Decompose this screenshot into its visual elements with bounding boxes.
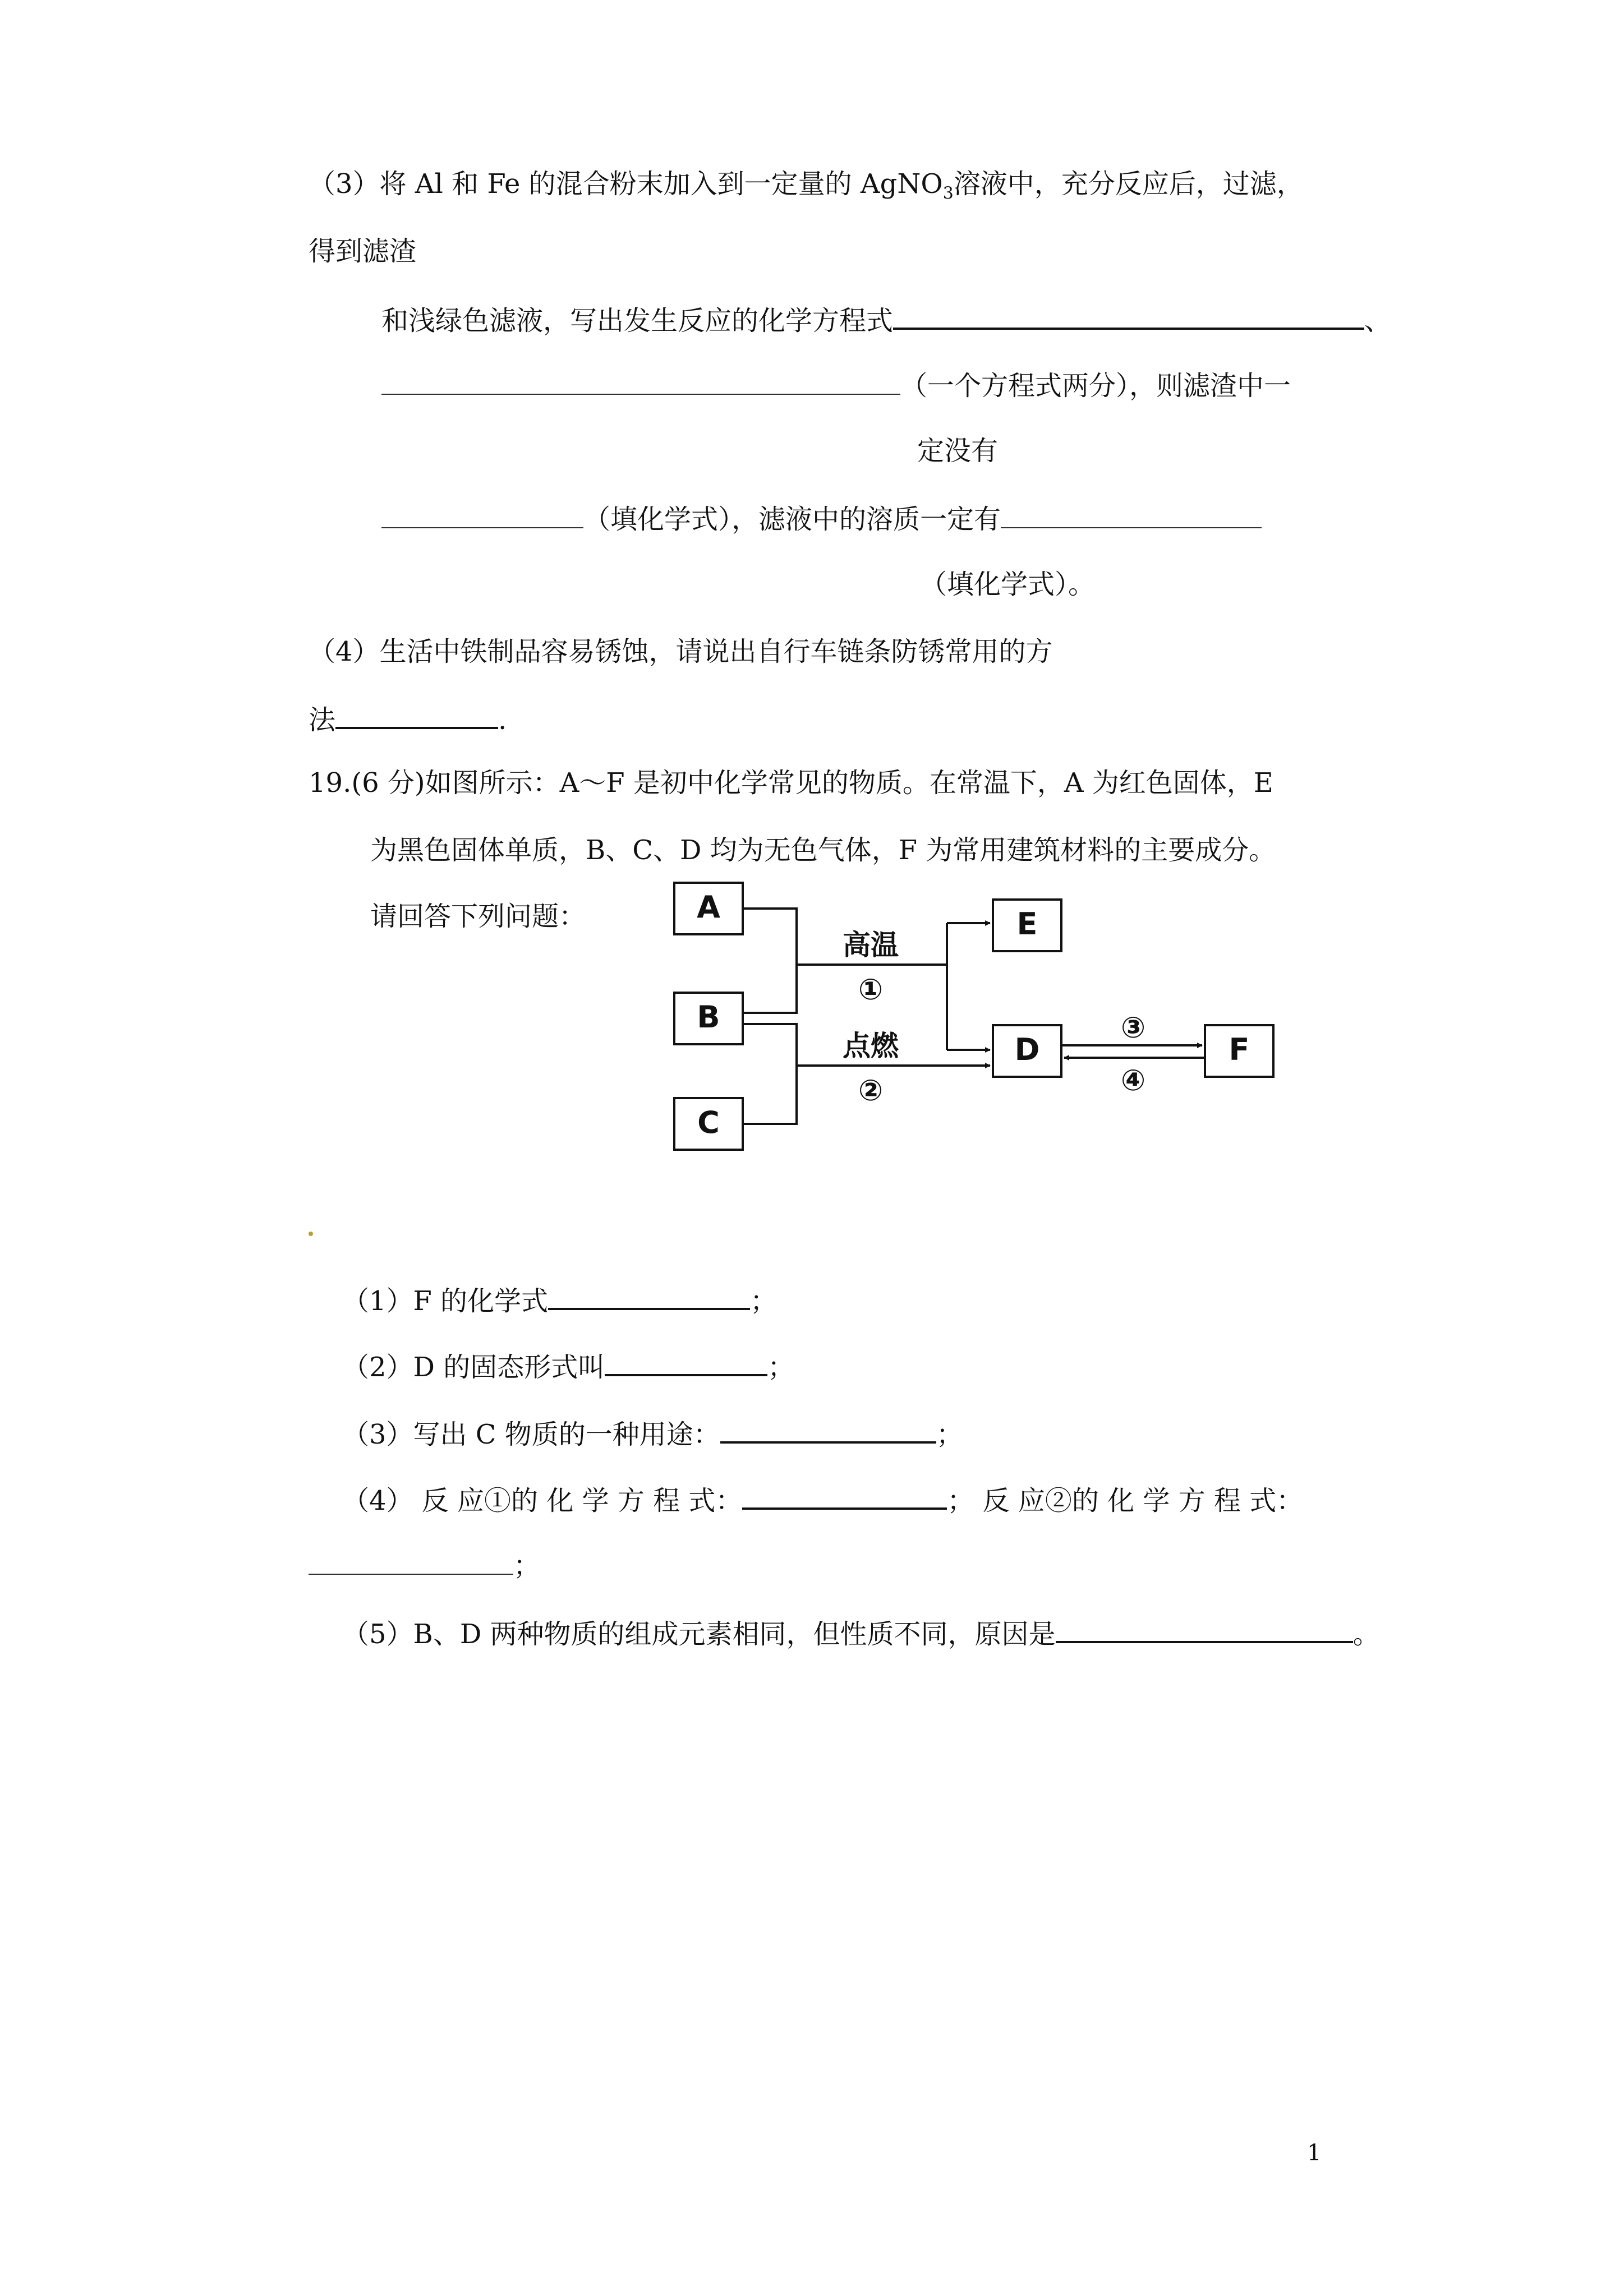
- q19-sub4-cont: ；: [309, 1548, 540, 1583]
- box-f-label: F: [1229, 1032, 1250, 1067]
- answer-blank-reason[interactable]: [1056, 1615, 1353, 1643]
- answer-blank-equation-1[interactable]: [893, 302, 1364, 330]
- q18-part3-line5: 定没有: [917, 435, 999, 467]
- q18-part3-line7: （填化学式）。: [920, 569, 1096, 600]
- answer-blank-equation-2[interactable]: [381, 368, 900, 395]
- answer-blank-solute[interactable]: [1001, 501, 1262, 528]
- answer-blank-reaction-1[interactable]: [742, 1482, 947, 1510]
- q18-part3-line1: （3）将 Al 和 Fe 的混合粉末加入到一定量的 AgNO$_3$溶液中，充分反应后，过滤，: [309, 168, 1304, 204]
- stray-dot: [309, 1232, 313, 1236]
- q19-sub1: （1）F 的化学式 ；: [342, 1282, 777, 1318]
- box-c-label: C: [697, 1105, 720, 1140]
- q18-part3-line4: （一个方程式两分），则滤渣中一: [381, 368, 1291, 403]
- q19-stem-line2: 为黑色固体单质，B、C、D 均为无色气体，F 为常用建筑材料的主要成分。: [370, 835, 1276, 866]
- answer-blank-f-formula[interactable]: [548, 1282, 750, 1310]
- answer-blank-rust-method[interactable]: [335, 701, 498, 729]
- box-a-label: A: [697, 889, 720, 925]
- reaction-number-2: ②: [858, 1074, 884, 1108]
- answer-blank-residue[interactable]: [381, 501, 583, 528]
- q18-part3-line3: 和浅绿色滤液，写出发生反应的化学方程式 、: [381, 302, 1391, 338]
- answer-blank-reaction-2[interactable]: [309, 1548, 513, 1575]
- condition-high-temp: 高温: [843, 929, 899, 961]
- q19-stem-line1: 19.(6 分)如图所示：A～F 是初中化学常见的物质。在常温下，A 为红色固体，E: [309, 767, 1273, 799]
- q19-sub3: （3）写出 C 物质的一种用途： ；: [342, 1416, 963, 1451]
- q19-sub2: （2）D 的固态形式叫 ；: [342, 1348, 794, 1384]
- answer-blank-c-use[interactable]: [720, 1416, 936, 1444]
- connector-bc: [743, 1024, 797, 1124]
- connector-a: [743, 909, 797, 1013]
- reaction-number-3: ③: [1120, 1011, 1146, 1045]
- box-b-label: B: [697, 999, 720, 1035]
- q18-part3-line2: 得到滤渣: [309, 236, 417, 267]
- q18-part3-line6: （填化学式），滤液中的溶质一定有: [381, 501, 1262, 536]
- q18-part4-line1: （4）生活中铁制品容易锈蚀，请说出自行车链条防锈常用的方: [309, 636, 1053, 667]
- box-d-label: D: [1014, 1032, 1040, 1067]
- answer-blank-d-solid-name[interactable]: [605, 1348, 767, 1376]
- q19-sub4: （4） 反 应①的 化 学 方 程 式： ； 反 应②的 化 学 方 程 式：: [342, 1482, 1303, 1518]
- q19-stem-line3: 请回答下列问题：: [370, 901, 586, 932]
- q18-part4-line2: 法 .: [309, 701, 507, 737]
- box-e-label: E: [1016, 906, 1038, 942]
- reaction-number-1: ①: [858, 973, 884, 1007]
- condition-ignite: 点燃: [843, 1030, 899, 1062]
- q19-sub5: （5）B、D 两种物质的组成元素相同，但性质不同，原因是 。: [342, 1615, 1380, 1651]
- reaction-number-4: ④: [1120, 1064, 1146, 1098]
- reaction-diagram: [662, 875, 1301, 1167]
- page-number: 1: [1307, 2140, 1322, 2166]
